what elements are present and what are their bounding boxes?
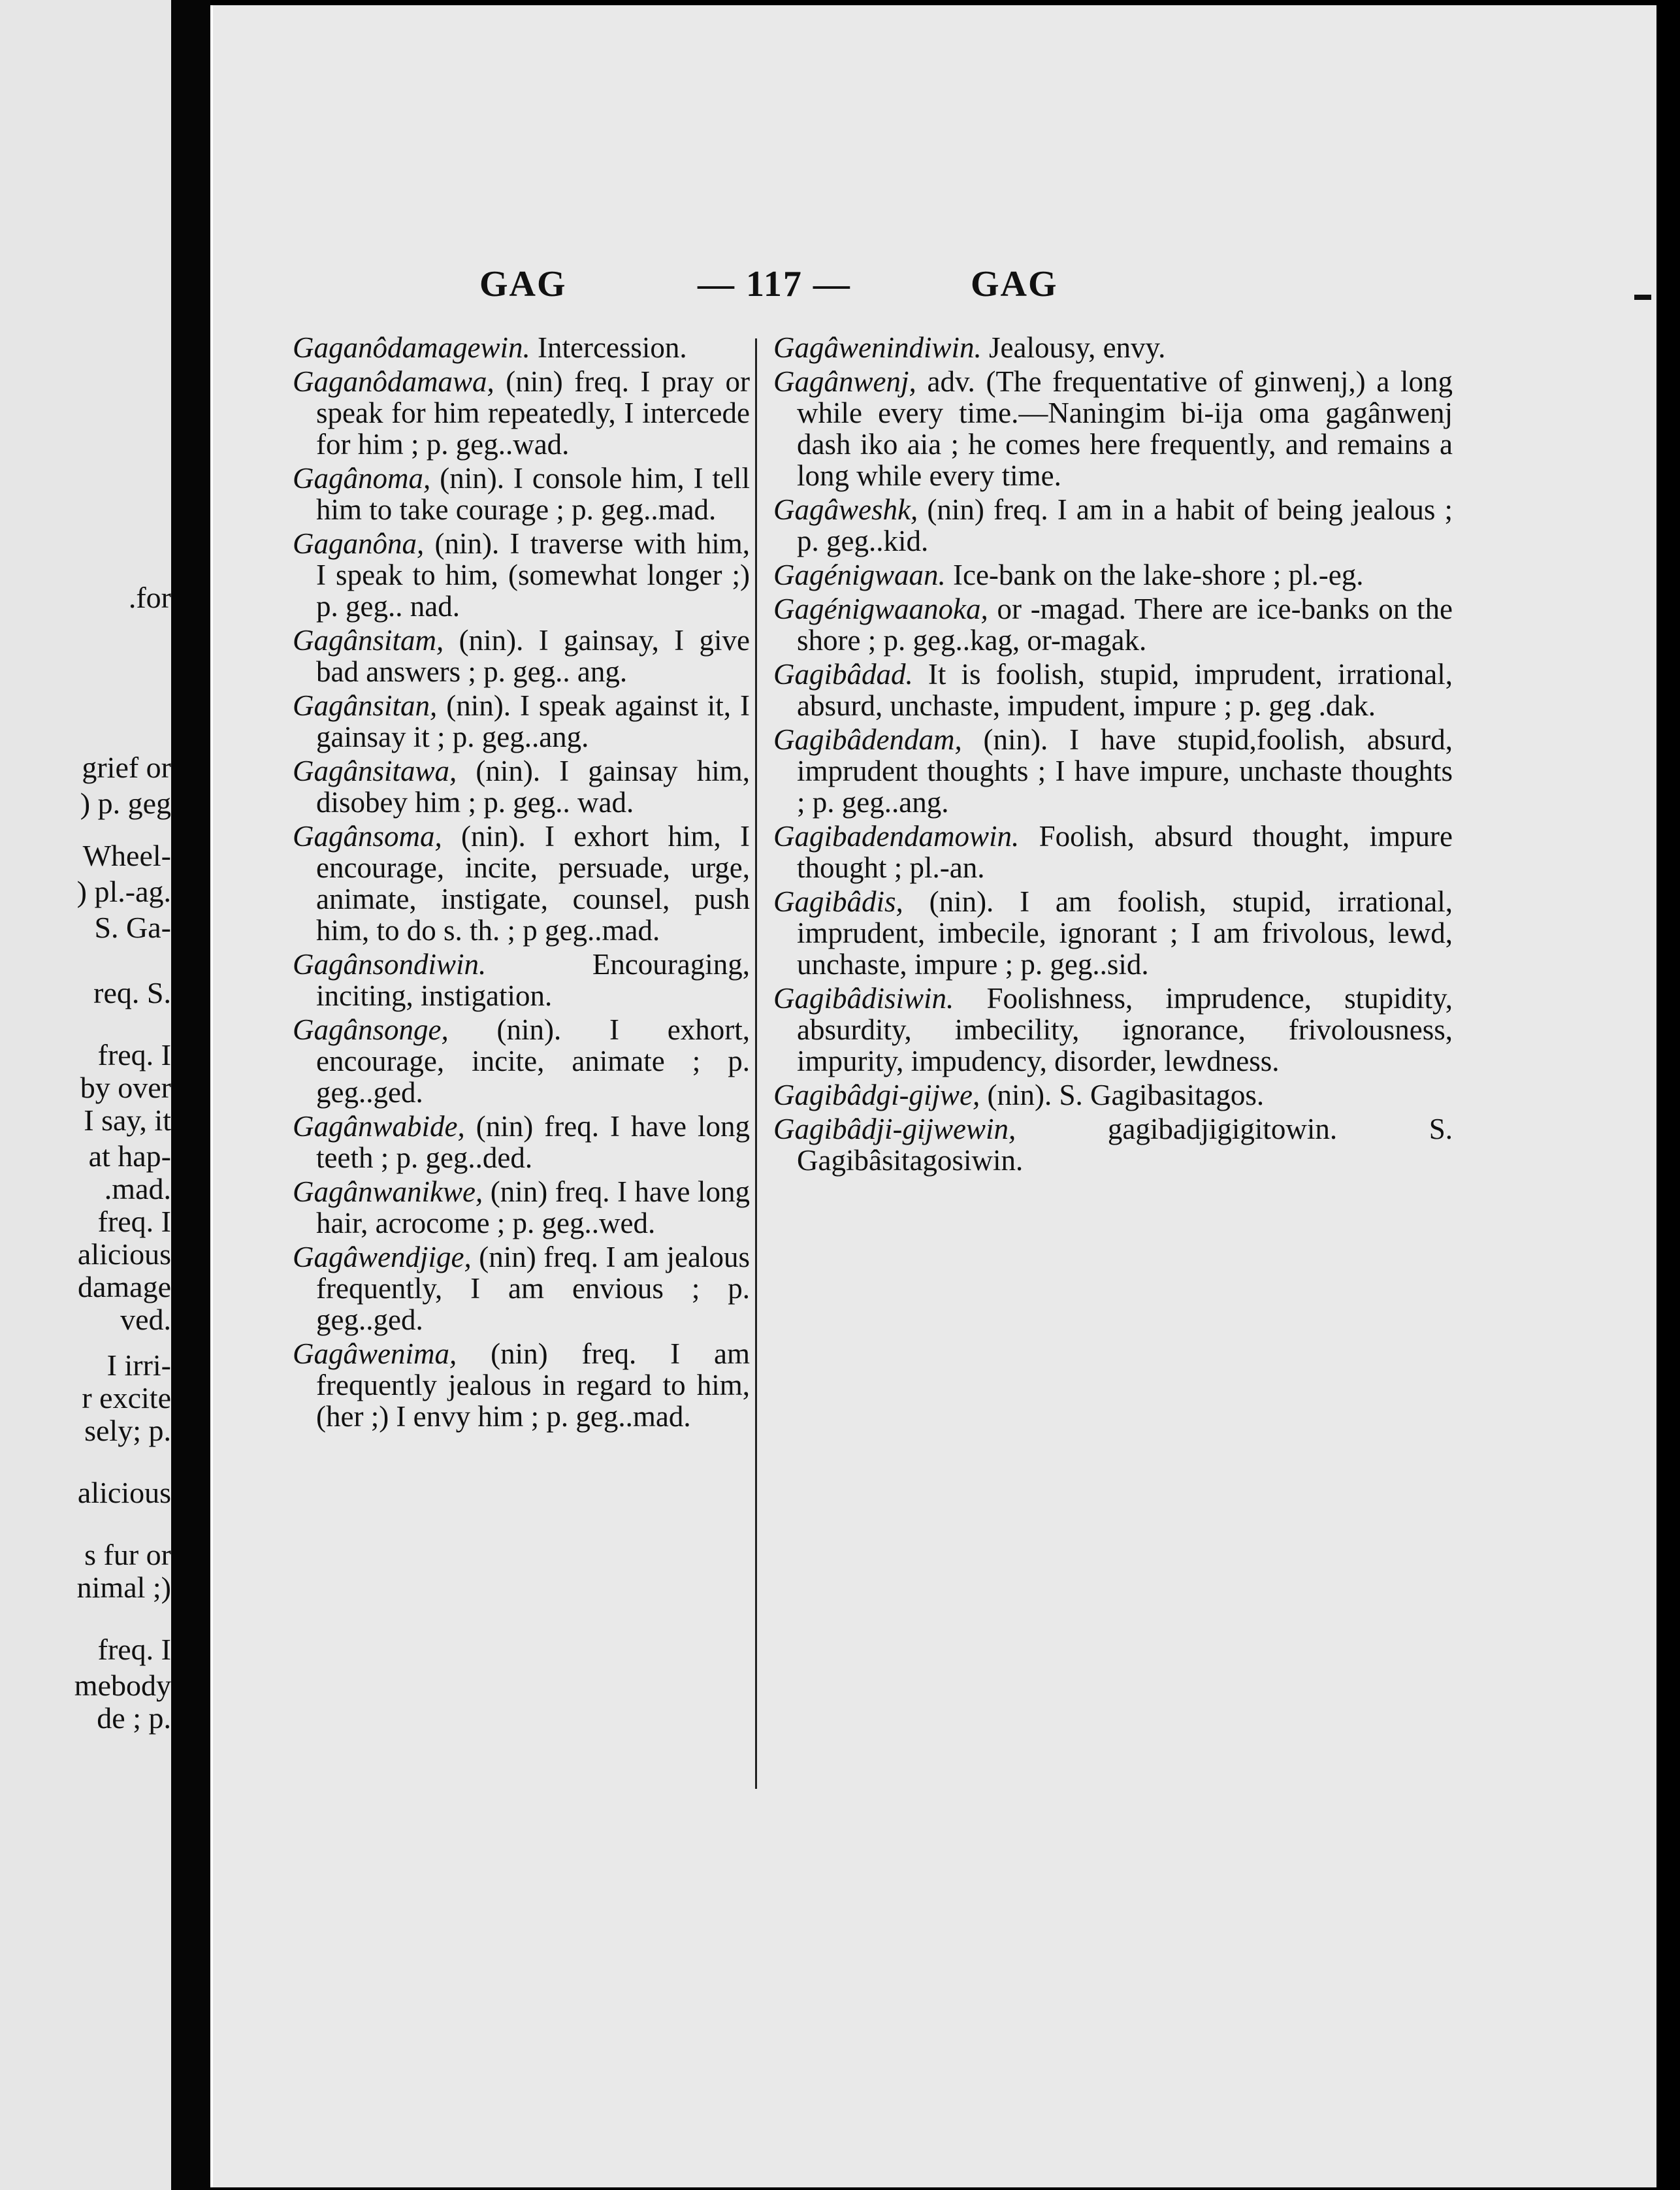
entry-definition: adv. (The frequentative of ginwenj,) a long while every time.—Naningim bi-ija oma gagânwenj dash iko aia ; he comes here frequently, and remains a long while every time. bbox=[797, 365, 1453, 492]
dictionary-entry bbox=[293, 821, 750, 946]
entry-definition: (nin). I gainsay, I give bad answers ; p. geg.. ang. bbox=[316, 624, 750, 688]
previous-page-text: by over bbox=[80, 1071, 171, 1104]
previous-page-text: alicious bbox=[77, 1476, 171, 1509]
entry-headword: Gagibâdendam, bbox=[773, 723, 962, 756]
entry-definition: (nin) freq. I have long hair, acrocome ; p. geg..wed. bbox=[316, 1175, 750, 1239]
previous-page-strip bbox=[0, 0, 171, 2190]
previous-page-text: freq. I bbox=[97, 1633, 171, 1666]
dictionary-entry bbox=[773, 494, 1453, 557]
entry-definition: gagibadjigigitowin. S. Gagibâsitagosiwin. bbox=[797, 1113, 1453, 1177]
dictionary-entry bbox=[293, 366, 750, 460]
entry-headword: Gagânsitawa, bbox=[293, 755, 457, 787]
dictionary-entry bbox=[773, 1079, 1453, 1111]
entry-headword: Gagânsitam, bbox=[293, 624, 444, 657]
dictionary-entry bbox=[293, 1111, 750, 1173]
entry-definition: Foolishness, imprudence, stupidity, absurdity, imbecility, ignorance, frivolousness, impurity, impudency, disorder, lewdness. bbox=[797, 982, 1453, 1077]
entry-definition: It is foolish, stupid, imprudent, irrational, absurd, unchaste, impudent, impure ; p. geg .dak. bbox=[797, 658, 1453, 722]
previous-page-text: I irri- bbox=[106, 1348, 171, 1382]
previous-page-text: ) p. geg bbox=[80, 787, 171, 820]
entry-definition: Ice-bank on the lake-shore ; pl.-eg. bbox=[953, 559, 1364, 591]
previous-page-text: damage bbox=[77, 1270, 171, 1303]
entry-definition: (nin). I exhort, encourage, incite, animate ; p. geg..ged. bbox=[316, 1013, 750, 1109]
dictionary-entry bbox=[773, 332, 1453, 363]
dictionary-entry bbox=[293, 1176, 750, 1239]
entry-headword: Gagâweshk, bbox=[773, 493, 918, 526]
previous-page-text: alicious bbox=[77, 1237, 171, 1271]
entry-headword: Gagânsoma, bbox=[293, 820, 442, 853]
entry-headword: Gagibâdisiwin. bbox=[773, 982, 954, 1015]
dictionary-entry bbox=[293, 949, 750, 1011]
right-column bbox=[773, 332, 1453, 1179]
entry-headword: Gagénigwaanoka, bbox=[773, 593, 988, 625]
previous-page-text: S. Ga- bbox=[94, 911, 171, 944]
entry-definition: (nin). I speak against it, I gainsay it ; p. geg..ang. bbox=[316, 689, 751, 753]
entry-definition: (nin). I exhort him, I encourage, incite, persuade, urge, animate, instigate, counsel, push him, to do s. th. ; p geg..mad. bbox=[316, 820, 750, 947]
entry-headword: Gagibadendamowin. bbox=[773, 820, 1020, 853]
entry-definition: (nin). I have stupid,foolish, absurd, imprudent thoughts ; I have impure, unchaste thoughts ; p. geg..ang. bbox=[797, 723, 1453, 819]
entry-definition: (nin) freq. I am frequently jealous in regard to him, (her ;) I envy him ; p. geg..mad. bbox=[316, 1337, 750, 1433]
previous-page-text: nimal ;) bbox=[76, 1571, 171, 1604]
previous-page-text: at hap- bbox=[88, 1139, 171, 1173]
previous-page-text: mebody bbox=[74, 1669, 171, 1702]
entry-definition: (nin). S. Gagibasitagos. bbox=[987, 1079, 1265, 1111]
dictionary-entry bbox=[773, 593, 1453, 656]
dictionary-entry bbox=[773, 366, 1453, 491]
entry-headword: Gagibâdji-gijwewin, bbox=[773, 1113, 1016, 1145]
previous-page-text: I say, it bbox=[84, 1103, 171, 1137]
dictionary-entry bbox=[293, 755, 750, 818]
page-number: — 117 — bbox=[698, 264, 851, 304]
previous-page-text: .for bbox=[128, 581, 171, 614]
entry-definition: (nin) freq. I am in a habit of being jealous ; p. geg..kid. bbox=[797, 493, 1453, 557]
entry-definition: (nin). I console him, I tell him to take courage ; p. geg..mad. bbox=[316, 462, 751, 526]
entry-headword: Gaganôdamawa, bbox=[293, 365, 494, 398]
page-gutter bbox=[171, 0, 210, 2190]
entry-definition: (nin) freq. I have long teeth ; p. geg..ded. bbox=[316, 1110, 750, 1174]
running-head-right: GAG bbox=[971, 264, 1058, 304]
dictionary-entry bbox=[293, 625, 750, 687]
entry-headword: Gaganôna, bbox=[293, 527, 425, 560]
dictionary-entry bbox=[773, 1113, 1453, 1176]
dictionary-entry bbox=[773, 886, 1453, 980]
entry-headword: Gagânwabide, bbox=[293, 1110, 465, 1143]
entry-headword: Gagânsitan, bbox=[293, 689, 438, 722]
dictionary-entry bbox=[293, 332, 750, 363]
entry-headword: Gagénigwaan. bbox=[773, 559, 946, 591]
previous-page-text: ) pl.-ag. bbox=[76, 875, 171, 908]
previous-page-text: .mad. bbox=[104, 1172, 171, 1205]
previous-page-text: r excite bbox=[82, 1381, 171, 1414]
previous-page-text: req. S. bbox=[93, 976, 171, 1009]
entry-definition: (nin). I gainsay him, disobey him ; p. geg.. wad. bbox=[316, 755, 750, 819]
previous-page-text: Wheel- bbox=[82, 839, 171, 872]
entry-headword: Gagâwendjige, bbox=[293, 1241, 472, 1273]
entry-definition: or -magad. There are ice-banks on the shore ; p. geg..kag, or-magak. bbox=[797, 593, 1453, 657]
previous-page-text: s fur or bbox=[84, 1538, 171, 1571]
previous-page-text: freq. I bbox=[97, 1205, 171, 1238]
left-column bbox=[293, 332, 750, 1435]
entry-definition: (nin) freq. I am jealous frequently, I am envious ; p. geg..ged. bbox=[316, 1241, 751, 1336]
dictionary-entry bbox=[293, 1241, 750, 1335]
entry-headword: Gagibâdis, bbox=[773, 885, 903, 918]
entry-headword: Gagânsonge, bbox=[293, 1013, 449, 1046]
entry-definition: Jealousy, envy. bbox=[989, 331, 1166, 364]
entry-definition: (nin) freq. I pray or speak for him repeatedly, I intercede for him ; p. geg..wad. bbox=[316, 365, 750, 461]
dictionary-entry bbox=[773, 559, 1453, 591]
dictionary-page bbox=[210, 5, 1656, 2187]
column-divider bbox=[755, 338, 757, 1789]
entry-definition: (nin). I am foolish, stupid, irrational, imprudent, imbecile, ignorant ; I am frivolous, lewd, unchaste, impure ; p. geg..sid. bbox=[797, 885, 1453, 981]
previous-page-text: sely; p. bbox=[84, 1414, 171, 1447]
edge-mark bbox=[1634, 295, 1651, 300]
dictionary-entry bbox=[293, 1014, 750, 1108]
dictionary-entry bbox=[293, 528, 750, 622]
previous-page-text: freq. I bbox=[97, 1038, 171, 1071]
running-head-left: GAG bbox=[479, 264, 567, 304]
dictionary-entry bbox=[293, 1338, 750, 1432]
previous-page-text: de ; p. bbox=[97, 1701, 171, 1735]
previous-page-text: grief or bbox=[82, 751, 171, 784]
dictionary-entry bbox=[293, 690, 750, 753]
entry-headword: Gagâwenima, bbox=[293, 1337, 457, 1370]
entry-headword: Gaganôdamagewin. bbox=[293, 331, 530, 364]
dictionary-entry bbox=[773, 821, 1453, 883]
dictionary-entry bbox=[773, 983, 1453, 1077]
entry-headword: Gagâwenindiwin. bbox=[773, 331, 982, 364]
entry-definition: Intercession. bbox=[538, 331, 687, 364]
entry-definition: (nin). I traverse with him, I speak to him, (somewhat longer ;) p. geg.. nad. bbox=[316, 527, 751, 623]
entry-headword: Gagibâdgi-gijwe, bbox=[773, 1079, 980, 1111]
dictionary-entry bbox=[773, 659, 1453, 721]
entry-definition: Foolish, absurd thought, impure thought ; pl.-an. bbox=[797, 820, 1453, 884]
dictionary-entry bbox=[293, 463, 750, 525]
previous-page-text: ved. bbox=[120, 1303, 171, 1336]
entry-headword: Gagânsondiwin. bbox=[293, 948, 487, 981]
entry-headword: Gagânwenj, bbox=[773, 365, 916, 398]
entry-headword: Gagânwanikwe, bbox=[293, 1175, 483, 1208]
entry-headword: Gagibâdad. bbox=[773, 658, 913, 691]
entry-definition: Encouraging, inciting, instigation. bbox=[316, 948, 750, 1012]
dictionary-entry bbox=[773, 724, 1453, 818]
entry-headword: Gagânoma, bbox=[293, 462, 431, 495]
scan-specks bbox=[1062, 5, 1160, 31]
